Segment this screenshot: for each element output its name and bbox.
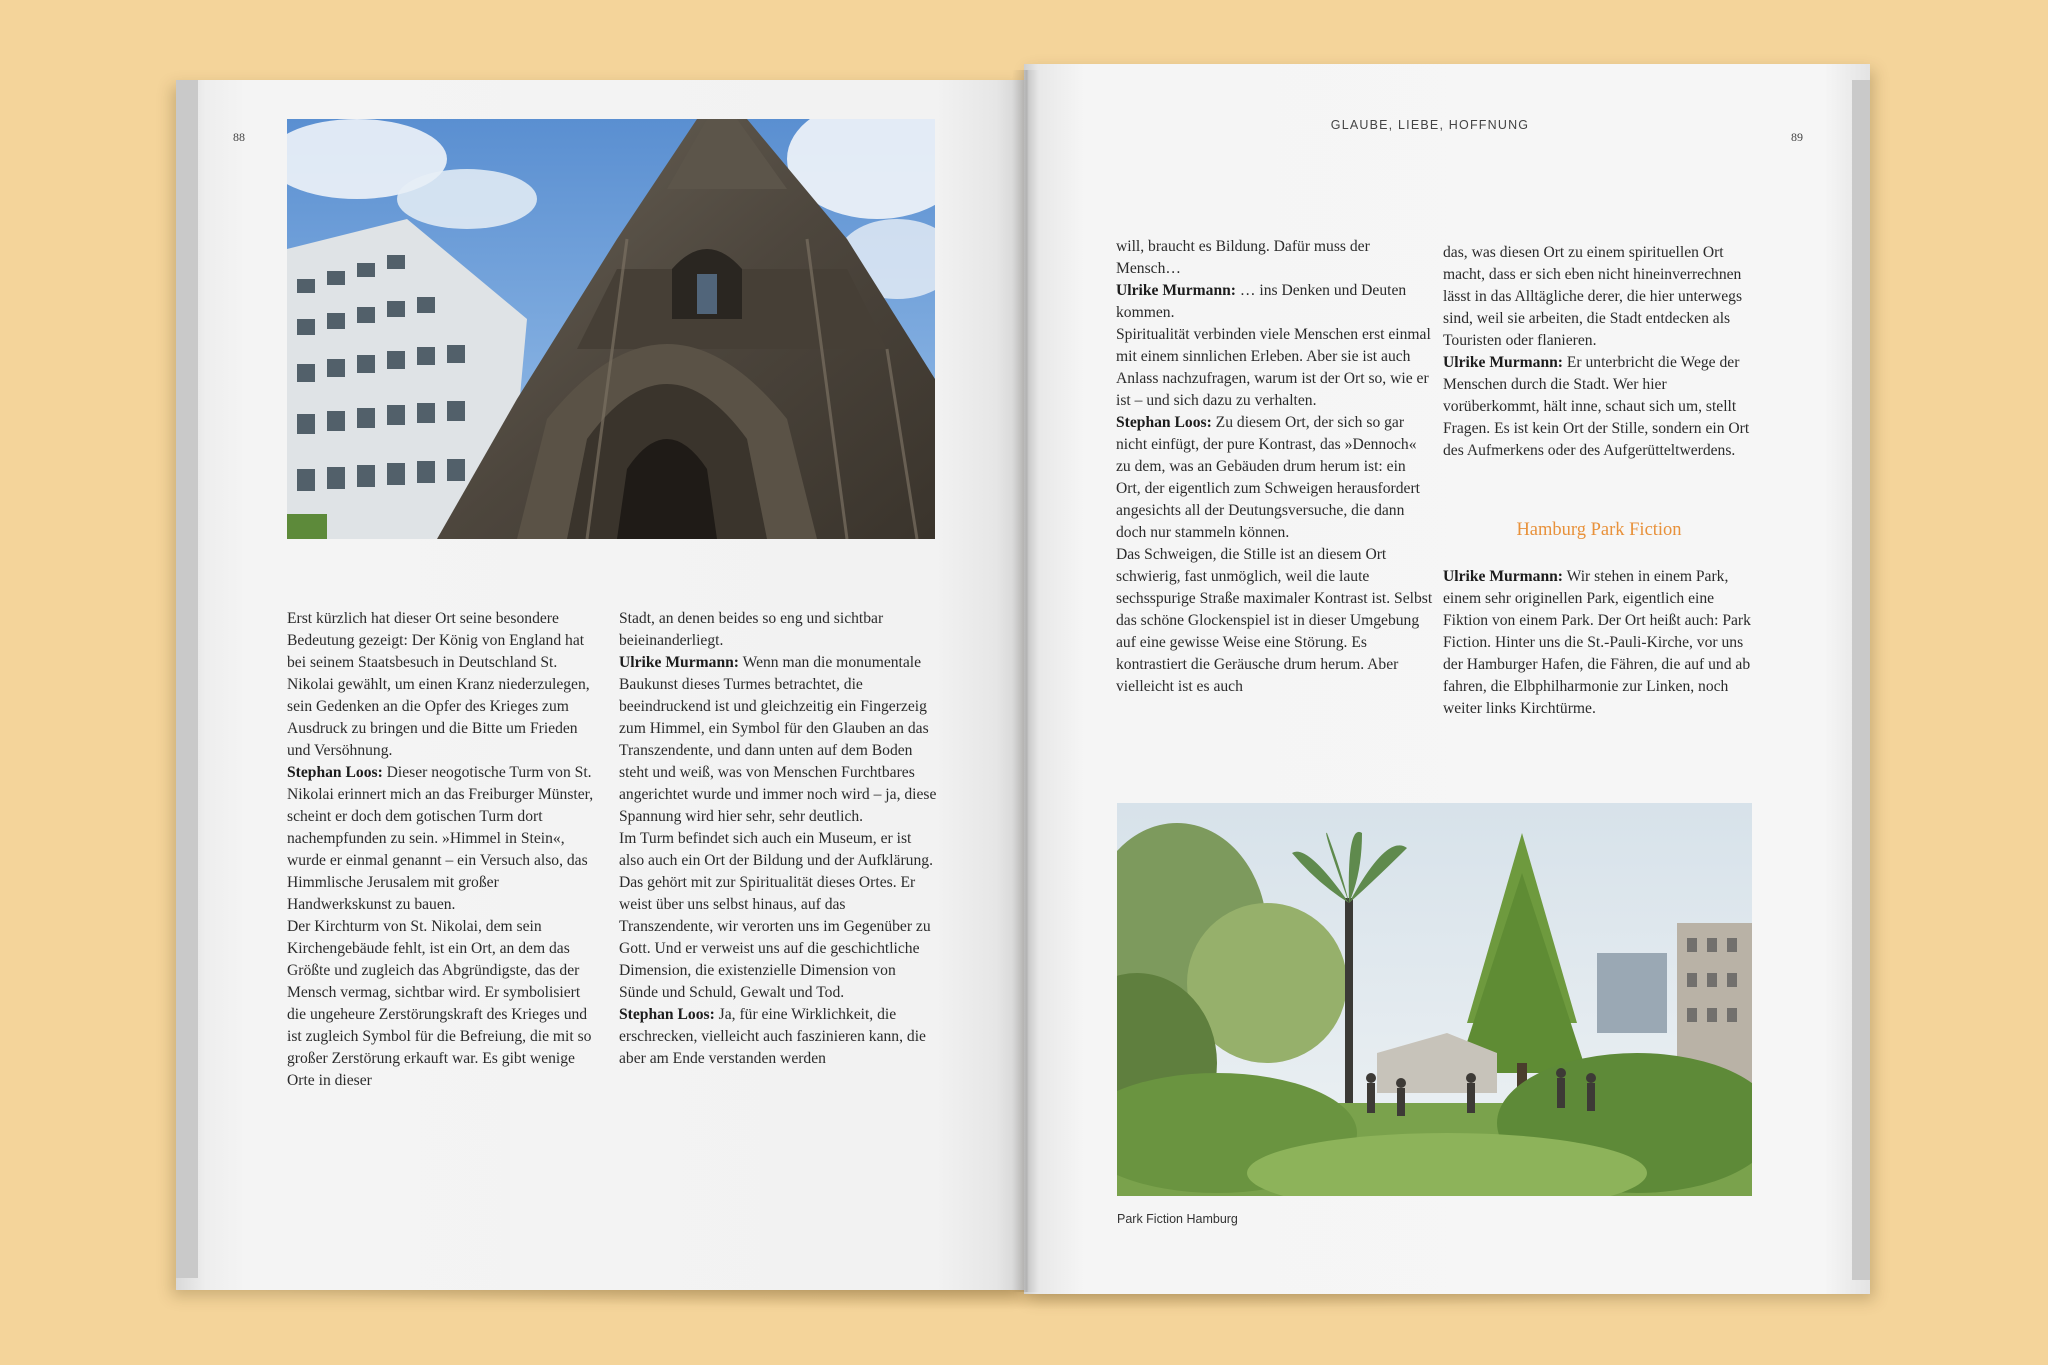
paragraph-text: Wenn man die monumentale Baukunst dieses Turmes betrachtet, die beeindruckend ist und gleichzeitig ein Fingerzeig zum Himmel, ein Symbol für den Glauben an das Transzendente, und dann unten auf dem Boden steht und weiß, was von Menschen Furchtbares angerichtet wurde und immer noch wird – ja, diese Spannung wird hier sehr, sehr deutlich.: [619, 654, 937, 825]
paragraph-text: Im Turm befindet sich auch ein Museum, er ist also auch ein Ort der Bildung und der Aufklärung. Das gehört mit zur Spiritualität dieses Ortes. Er weist über uns selbst hinaus, auf das Transzendente, wir verorten uns im Gegenüber zu Gott. Und er verweist uns auf die geschichtliche Dimension, die existenzielle Dimension von Sünde und Schuld, Gewalt und Tod.: [619, 830, 933, 1001]
left-page-edge: [176, 80, 198, 1278]
paragraph-text: … ins Denken und Deuten kommen.: [1116, 282, 1407, 321]
paragraph-text: will, braucht es Bildung. Dafür muss der Mensch…: [1116, 238, 1370, 277]
paragraph-text: Zu diesem Ort, der sich so gar nicht einfügt, der pure Kontrast, das »Dennoch« zu dem, was an Gebäuden drum herum ist: ein Ort, der eigentlich zum Schweigen herausfordert angesichts all der Deutungsversuche, die dann doch nur stammeln können.: [1116, 414, 1420, 541]
paragraph: [1443, 352, 1755, 462]
speaker-name: Ulrike Murmann:: [619, 654, 739, 671]
right-page-number: 89: [1791, 130, 1803, 144]
paragraph: [1116, 324, 1434, 412]
paragraph-text: Wir stehen in einem Park, einem sehr originellen Park, eigentlich eine Fiktion von einem Park. Der Ort heißt auch: Park Fiction. Hinter uns die St.-Pauli-Kirche, vor uns der Hamburger Hafen, die Fähren, die auf und ab fahren, die Elbphilharmonie zur Linken, noch weiter links Kirchtürme.: [1443, 568, 1751, 717]
church-tower-photo: [287, 119, 935, 539]
section-heading: Hamburg Park Fiction: [1516, 520, 1682, 540]
paragraph: [619, 1004, 937, 1070]
paragraph: [619, 652, 937, 828]
paragraph-text: Er unterbricht die Wege der Menschen durch die Stadt. Wer hier vorüberkommt, hält inne, schaut sich um, stellt Fragen. Es ist kein Ort der Stille, sondern ein Ort des Aufmerkens oder des Aufgerütteltwerdens.: [1443, 354, 1750, 459]
paragraph: [287, 916, 603, 1092]
paragraph: [619, 608, 937, 652]
paragraph-text: Stadt, an denen beides so eng und sichtbar beieinanderliegt.: [619, 610, 884, 649]
park-illustration: [1117, 803, 1752, 1196]
paragraph-text: Das Schweigen, die Stille ist an diesem Ort schwierig, fast unmöglich, weil die laute sechsspurige Straße maximaler Kontrast ist. Selbst das schöne Glockenspiel ist in dieser Umgebung auf eine gewisse Weise eine Störung. Es kontrastiert die Geräusche drum herum. Aber vielleicht ist es auch: [1116, 546, 1433, 695]
paragraph-text: Spiritualität verbinden viele Menschen erst einmal mit einem sinnlichen Erleben. Aber sie ist auch Anlass nachzufragen, warum ist der Ort so, wie er ist – und sich dazu zu verhalten.: [1116, 326, 1431, 409]
paragraph-text: Dieser neogotische Turm von St. Nikolai erinnert mich an das Freiburger Münster, scheint er doch dem gotischen Turm dort nachempfunden zu sein. »Himmel in Stein«, wurde er einmal genannt – ein Versuch also, das Himmlische Jerusalem mit großer Handwerkskunst zu bauen.: [287, 764, 594, 913]
left-page-number: 88: [233, 130, 245, 144]
park-photo: [1117, 803, 1752, 1196]
caption-location: Hamburg: [1183, 1212, 1238, 1226]
speaker-name: Ulrike Murmann:: [1443, 568, 1563, 585]
paragraph: [1443, 566, 1755, 720]
paragraph: [287, 762, 603, 916]
paragraph: [1116, 412, 1434, 544]
paragraph-text: Ja, für eine Wirklichkeit, die erschrecken, vielleicht auch faszinieren kann, die aber am Ende verstanden werden: [619, 1006, 926, 1067]
right-page-column-2b: [1443, 566, 1755, 720]
right-page-column-2: [1443, 242, 1755, 462]
paragraph: [1116, 544, 1434, 698]
left-page-column-2: [619, 608, 937, 1070]
paragraph: [619, 828, 937, 1004]
caption-title: Park Fiction: [1117, 1212, 1183, 1226]
speaker-name: Stephan Loos:: [1116, 414, 1212, 431]
paragraph: [287, 608, 603, 762]
right-page-edge: [1852, 80, 1870, 1280]
speaker-name: Stephan Loos:: [287, 764, 383, 781]
paragraph: [1116, 236, 1434, 280]
paragraph-text: Erst kürzlich hat dieser Ort seine besondere Bedeutung gezeigt: Der König von England hat bei seinem Staatsbesuch in Deutschland St. Nikolai gewählt, um einen Kranz niederzulegen, sein Gedenken an die Opfer des Krieges zum Ausdruck zu bringen und die Bitte um Frieden und Versöhnung.: [287, 610, 590, 759]
speaker-name: Ulrike Murmann:: [1116, 282, 1236, 299]
right-page-column-1: [1116, 236, 1434, 698]
speaker-name: Stephan Loos:: [619, 1006, 715, 1023]
photo-caption: [1117, 1212, 1238, 1226]
paragraph-text: das, was diesen Ort zu einem spirituellen Ort macht, dass er sich eben nicht hineinverrechnen lässt in das Alltägliche derer, die hier unterwegs sind, weil sie arbeiten, die Stadt entdecken als Touristen oder flanieren.: [1443, 244, 1743, 349]
paragraph: [1116, 280, 1434, 324]
left-page-column-1: [287, 608, 603, 1092]
running-head: GLAUBE, LIEBE, HOFFNUNG: [1330, 118, 1530, 132]
church-tower-illustration: [287, 119, 935, 539]
paragraph: [1443, 242, 1755, 352]
book-gutter: [1012, 70, 1040, 1292]
paragraph-text: Der Kirchturm von St. Nikolai, dem sein Kirchengebäude fehlt, ist ein Ort, an dem das Größte und zugleich das Abgründigste, das der Mensch vermag, sichtbar wird. Er symbolisiert die ungeheure Zerstörungskraft des Krieges und ist zugleich Symbol für die Befreiung, die mit so großer Zerstörung erkauft war. Es gibt wenige Orte in dieser: [287, 918, 592, 1089]
speaker-name: Ulrike Murmann:: [1443, 354, 1563, 371]
